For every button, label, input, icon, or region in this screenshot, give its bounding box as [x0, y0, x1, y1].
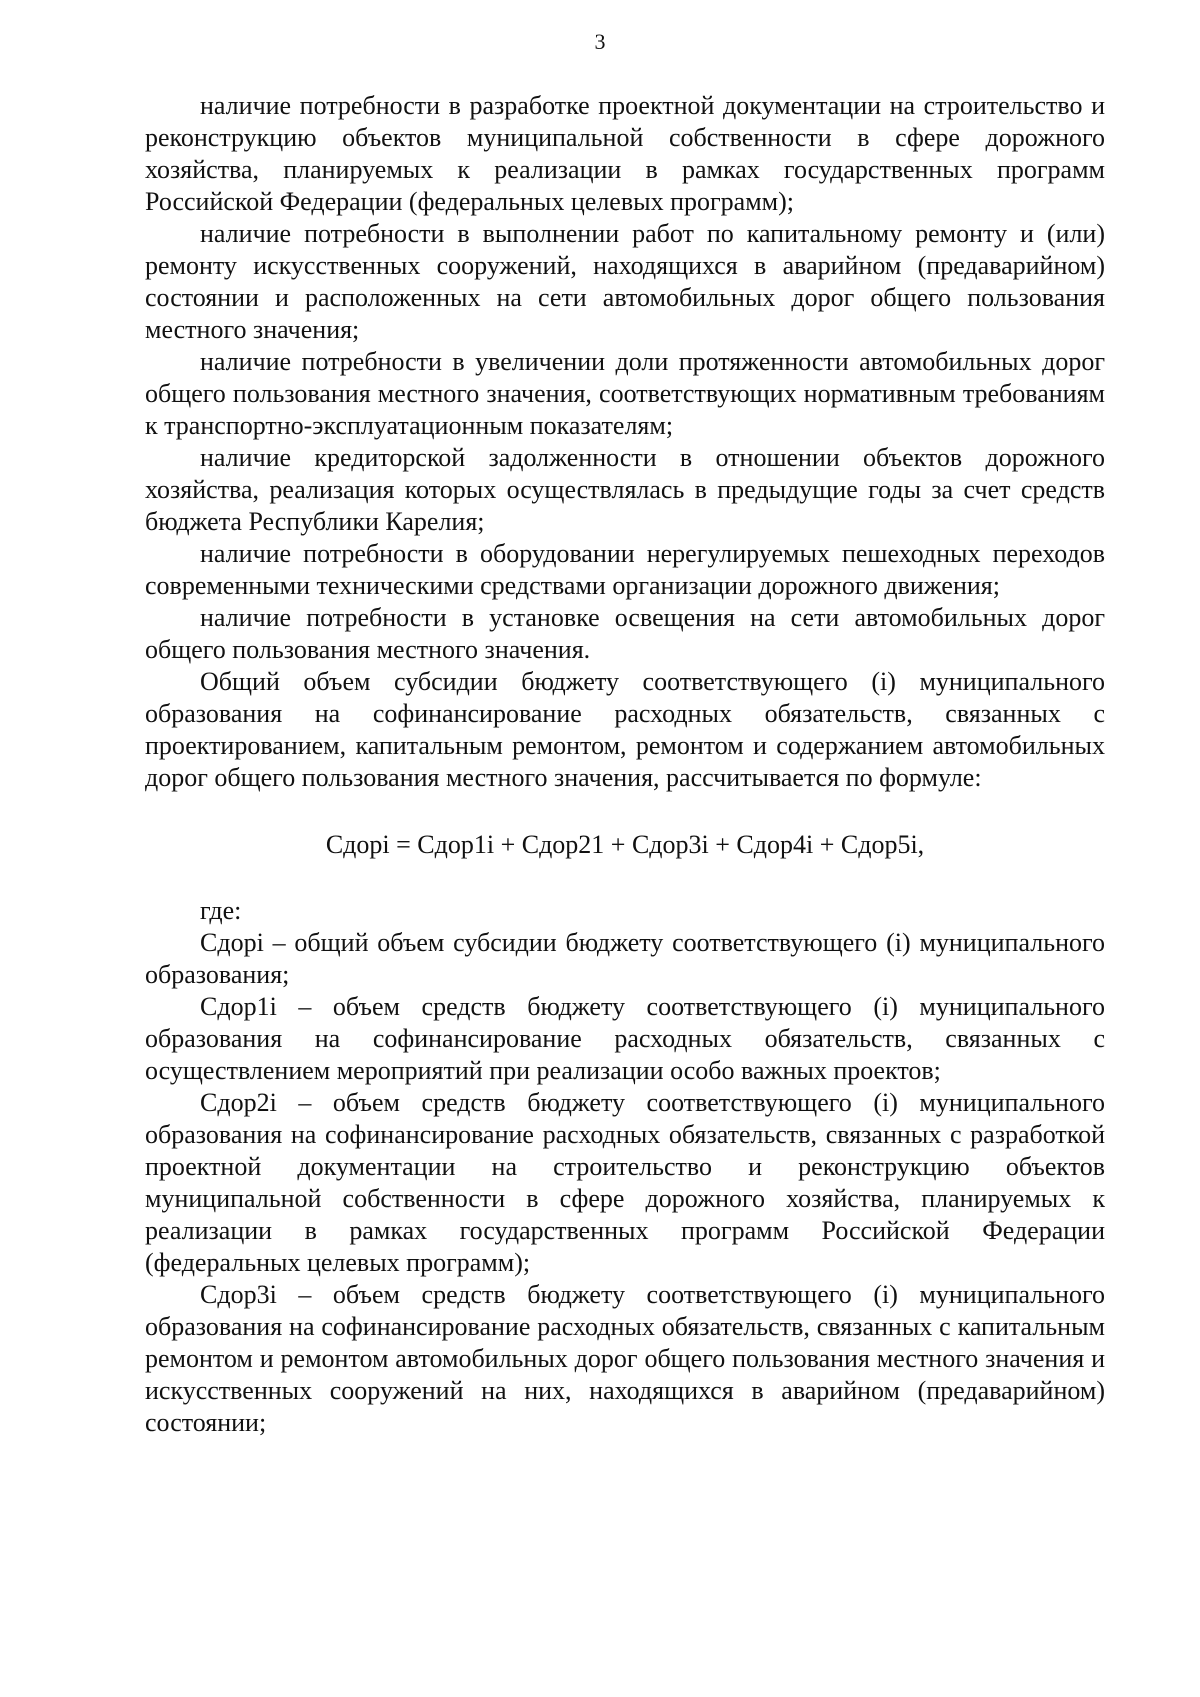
document-body [145, 90, 1105, 1439]
definition-sdor1i: Сдор1i – объем средств бюджету соответствующего (i) муниципального образования на софинансирование расходных обязательств, связанных с осуществлением мероприятий при реализации особо важных проектов; [145, 992, 1105, 1085]
definition-sdor3i: Сдор3i – объем средств бюджету соответствующего (i) муниципального образования на софинансирование расходных обязательств, связанных с капитальным ремонтом и ремонтом автомобильных дорог общего пользования местного значения и искусственных сооружений на них, находящихся в аварийном (предаварийном) состоянии; [145, 1280, 1105, 1437]
definition-sdor2i: Сдор2i – объем средств бюджету соответствующего (i) муниципального образования на софинансирование расходных обязательств, связанных с разработкой проектной документации на строительство и реконструкцию объектов муниципальной собственности в сфере дорожного хозяйства, планируемых к реализации в рамках государственных программ Российской Федерации (федеральных целевых программ); [145, 1088, 1105, 1277]
paragraph-need-road-share-increase: наличие потребности в увеличении доли протяженности автомобильных дорог общего пользования местного значения, соответствующих нормативным требованиям к транспортно-эксплуатационным показателям; [145, 347, 1105, 440]
definition-sdori: Сдорi – общий объем субсидии бюджету соответствующего (i) муниципального образования; [145, 928, 1105, 989]
paragraph-need-design-documentation: наличие потребности в разработке проектной документации на строительство и реконструкцию объектов муниципальной собственности в сфере дорожного хозяйства, планируемых к реализации в рамках государственных программ Российской Федерации (федеральных целевых программ); [145, 91, 1105, 216]
paragraph-creditor-debt: наличие кредиторской задолженности в отношении объектов дорожного хозяйства, реализация которых осуществлялась в предыдущие годы за счет средств бюджета Республики Карелия; [145, 443, 1105, 536]
paragraph-need-pedestrian-crossings: наличие потребности в оборудовании нерегулируемых пешеходных переходов современными техническими средствами организации дорожного движения; [145, 539, 1105, 600]
where-label: где: [200, 896, 242, 925]
paragraph-total-subsidy-intro: Общий объем субсидии бюджету соответствующего (i) муниципального образования на софинансирование расходных обязательств, связанных с проектированием, капитальным ремонтом, ремонтом и содержанием автомобильных дорог общего пользования местного значения, рассчитывается по формуле: [145, 667, 1105, 792]
page-number: 3 [594, 29, 606, 54]
paragraph-need-capital-repair: наличие потребности в выполнении работ по капитальному ремонту и (или) ремонту искусственных сооружений, находящихся в аварийном (предаварийном) состоянии и расположенных на сети автомобильных дорог общего пользования местного значения; [145, 219, 1105, 344]
paragraph-need-lighting: наличие потребности в установке освещения на сети автомобильных дорог общего пользования местного значения. [145, 603, 1105, 664]
formula: Сдорi = Сдор1i + Сдор21 + Сдор3i + Сдор4i + Сдор5i, [325, 830, 925, 859]
